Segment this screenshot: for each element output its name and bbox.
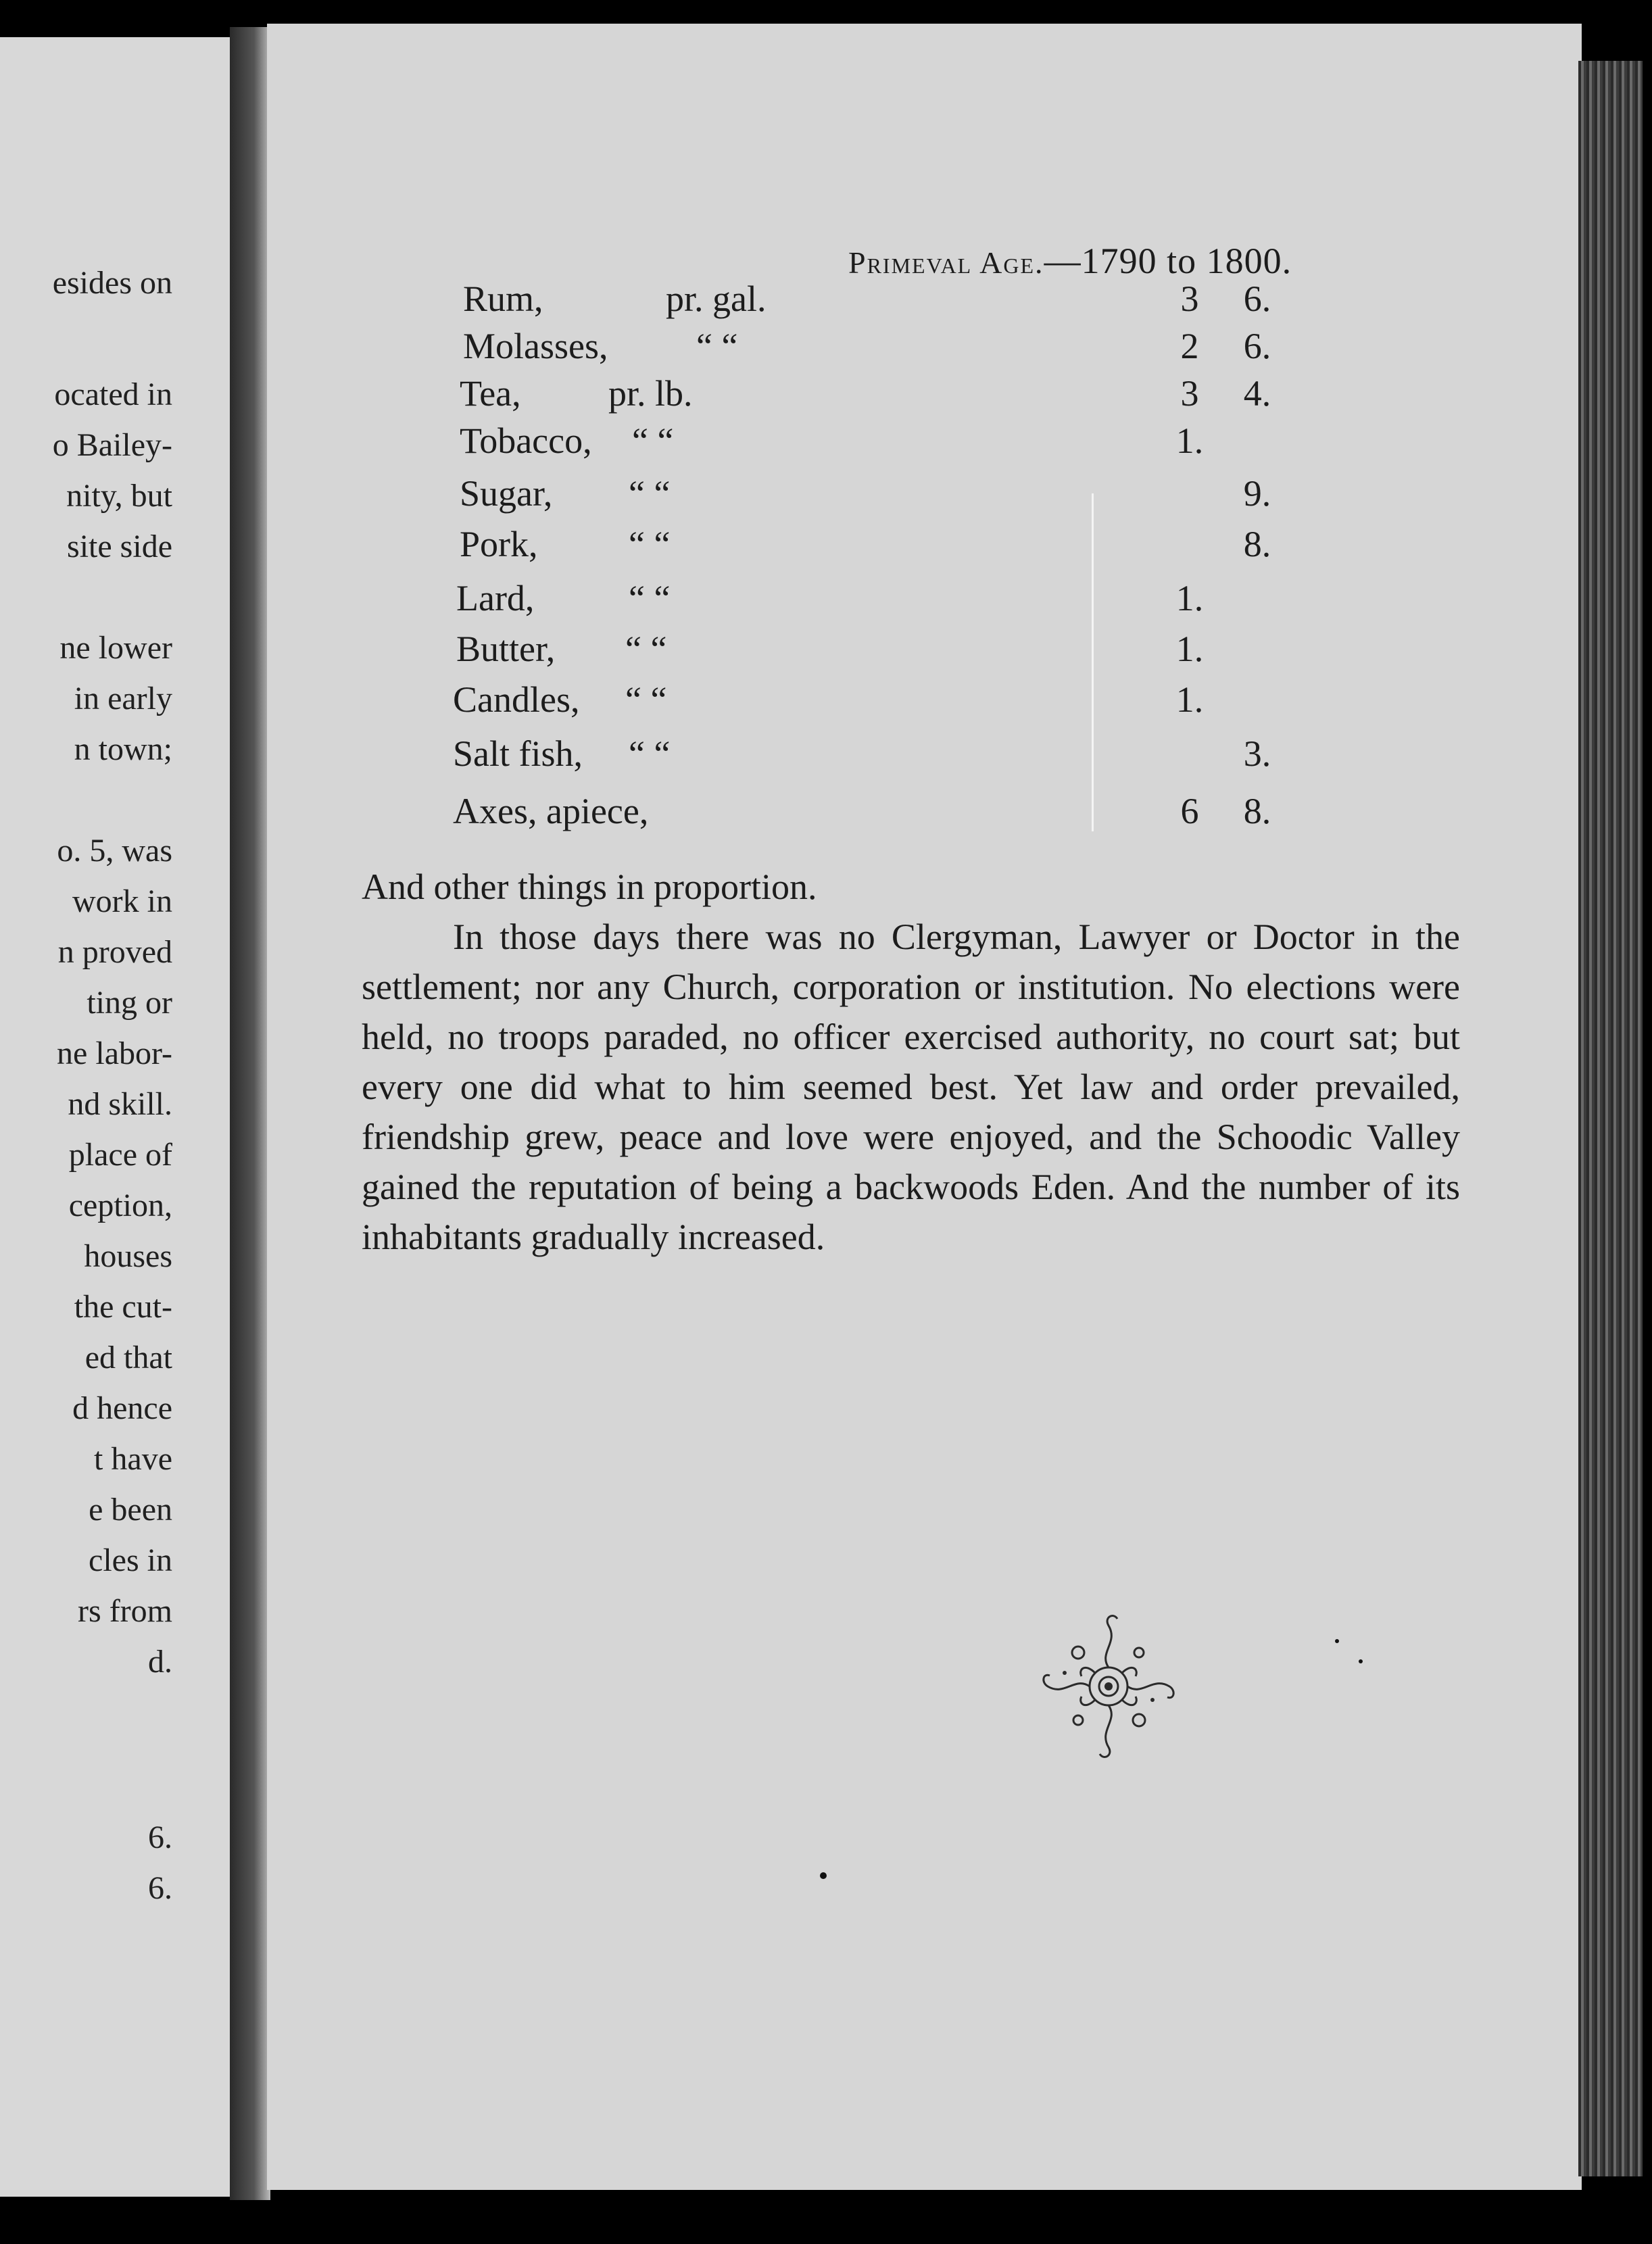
price-item: Rum, [463,278,543,319]
price-row [267,730,1582,777]
closing-line: And other things in proportion. [362,867,817,907]
price-row [267,322,1582,370]
price-pence: 8. [1243,791,1271,831]
left-page-line: 6. [148,1820,172,1855]
left-page-line: work in [72,883,172,919]
left-page-line: o. 5, was [57,833,172,869]
price-unit: “ “ [629,524,671,564]
price-row [267,575,1582,622]
price-item: Tea, [460,373,521,414]
page-39 [267,24,1582,2190]
price-shillings: 3 [1180,278,1199,319]
left-page-line: nd skill. [68,1086,172,1122]
left-page-line: cles in [89,1542,172,1578]
left-page-line: d hence [72,1390,172,1426]
price-unit: pr. lb. [608,373,693,414]
price-row [267,625,1582,673]
book-page-edges [1578,61,1643,2176]
price-shillings: 2 [1180,326,1199,366]
left-page-line: t have [94,1441,172,1477]
price-shillings: 1. [1175,679,1204,720]
left-page-line: 6. [148,1870,172,1906]
price-pence: 9. [1243,473,1271,514]
price-unit: “ “ [632,420,674,461]
price-unit: “ “ [696,326,738,366]
price-item: Sugar, [460,473,553,514]
price-item: Candles, [453,679,580,720]
left-page-line: houses [84,1238,172,1274]
price-row [267,417,1582,464]
left-page-line: esides on [52,265,172,301]
print-speck [1359,1659,1363,1663]
price-pence: 3. [1243,733,1271,774]
price-row [267,470,1582,517]
price-row [267,275,1582,322]
price-unit: pr. gal. [666,278,767,319]
left-page-line: ed that [84,1340,172,1375]
price-unit: “ “ [629,578,671,618]
left-page-line: ception, [68,1188,172,1223]
price-item: Tobacco, [460,420,592,461]
price-item: Axes, apiece, [453,791,649,831]
facing-page-left [0,37,239,2197]
decorative-ornament-icon [1038,1605,1180,1767]
print-speck [820,1872,827,1879]
left-page-line: e been [89,1492,172,1528]
price-unit: “ “ [625,629,667,669]
left-page-line: rs from [78,1593,172,1629]
left-page-line: n town; [74,731,172,767]
left-page-line: ne labor- [57,1035,172,1071]
price-pence: 6. [1243,326,1271,366]
price-unit: “ “ [629,473,671,514]
print-speck [1335,1639,1339,1643]
left-page-line: ne lower [59,630,172,666]
body-paragraph: In those days there was no Clergyman, Lawyer or Doctor in the settlement; nor any Church, corporation or institution. No elections were held, no troops paraded, no officer exercised authority, no court sat; but every one did what to him seemed best. Yet law and order prevailed, friendship grew, peace and love were enjoyed, and the Schoodic Valley gained the reputation of being a backwoods Eden. And the number of its inhabitants gradually increased. [362,917,1460,1257]
left-page-line: o Bailey- [52,427,172,463]
price-row [267,520,1582,568]
price-item: Lard, [456,578,535,618]
price-shillings: 1. [1175,420,1204,461]
left-page-line: n proved [57,934,172,970]
book-gutter [230,27,270,2200]
left-page-line: ocated in [54,376,172,412]
price-shillings: 3 [1180,373,1199,414]
price-unit: “ “ [629,733,671,774]
price-item: Pork, [460,524,538,564]
scan-scratch-line [1092,493,1094,831]
price-shillings: 1. [1175,578,1204,618]
price-row [267,787,1582,835]
price-shillings: 6 [1180,791,1199,831]
price-shillings: 1. [1175,629,1204,669]
price-item: Butter, [456,629,556,669]
price-row [267,676,1582,723]
price-unit: “ “ [625,679,667,720]
left-page-line: in early [74,681,172,716]
left-page-line: nity, but [66,478,172,514]
left-page-line: the cut- [74,1289,172,1325]
price-pence: 4. [1243,373,1271,414]
price-item: Salt fish, [453,733,583,774]
left-page-line: d. [148,1644,172,1680]
running-head-dates: —1790 to 1800. [1044,241,1292,281]
left-page-line: site side [67,529,172,564]
left-page-line: place of [68,1137,172,1173]
price-pence: 6. [1243,278,1271,319]
running-head-title: Primeval Age. [848,245,1044,280]
price-row [267,370,1582,417]
left-page-line: ting or [87,985,172,1021]
price-item: Molasses, [463,326,608,366]
price-pence: 8. [1243,524,1271,564]
